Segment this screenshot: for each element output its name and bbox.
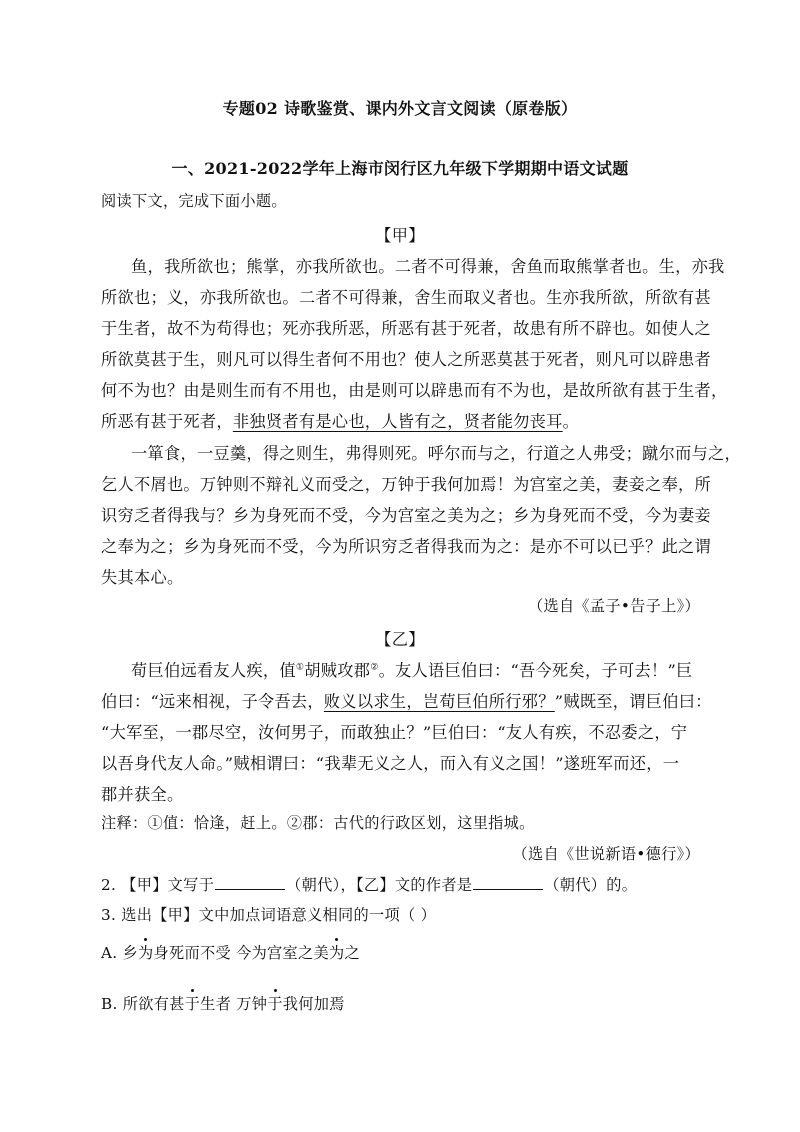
passage-yi-text: 伯曰：“远来相视，子令吾去， — [101, 692, 324, 711]
passage-jia-line: 所欲也；义，亦我所欲也。二者不可得兼，舍生而取义者也。生亦我所欲，所欲有甚 — [101, 288, 712, 307]
passage-yi-text: ”贼既至，谓巨伯曰： — [554, 692, 712, 711]
passage-jia-line: 之奉为之；乡为身死而不受，今为所识穷乏者得我而为之：是亦不可以已乎？此之谓 — [101, 537, 712, 556]
answer-blank[interactable] — [473, 874, 543, 890]
passage-yi-line — [131, 657, 693, 681]
answer-blank[interactable] — [215, 874, 285, 890]
option-text: A. 乡 — [101, 944, 139, 962]
passage-yi-text: 胡贼攻郡 — [304, 661, 371, 680]
passage-yi-line: 郡并获全。 — [101, 785, 184, 804]
option-text: B. 所欲有甚 — [101, 995, 185, 1013]
passage-jia-line: 鱼，我所欲也；熊掌，亦我所欲也。二者不可得兼，舍鱼而取熊掌者也。生，亦我 — [131, 257, 725, 276]
option-text: 生者 万钟 — [200, 995, 268, 1013]
question-text: 2. 【甲】文写于 — [101, 876, 215, 894]
underlined-sentence: 败义以求生，岂荀巨伯所行邪？ — [323, 692, 555, 711]
passage-yi-text: 。友人语巨伯曰：“吾今死矣，子可去！”巨 — [378, 661, 693, 680]
option-a — [101, 942, 360, 963]
question-text: （朝代），【乙】文的作者是 — [286, 876, 473, 894]
instruction-text: 阅读下文，完成下面小题。 — [101, 192, 287, 210]
document-title: 专题02 诗歌鉴赏、课内外文言文阅读（原卷版） — [222, 99, 578, 118]
passage-jia-line: 失其本心。 — [101, 568, 184, 587]
passage-jia-line: 于生者，故不为苟得也；死亦我所恶，所恶有甚于死者，故患有所不辟也。如使人之 — [101, 319, 712, 338]
dotted-word: 于 — [267, 995, 283, 1013]
question-2 — [101, 874, 637, 895]
passage-yi-line: 以吾身代友人命。”贼相谓曰：“我辈无义之人，而入有义之国！”遂班军而还，一 — [101, 754, 680, 773]
passage-jia-text: 。 — [562, 412, 580, 431]
footnotes: 注释：①值：恰逢，赶上。②郡：古代的行政区划，这里指城。 — [101, 814, 535, 832]
footnote-marker: ① — [295, 662, 305, 673]
passage-yi-text: 荀巨伯远看友人疾，值 — [131, 661, 296, 680]
passage-jia-line: 所欲莫甚于生，则凡可以得生者何不用也？使人之所恶莫甚于死者，则凡可以辟患者 — [101, 350, 712, 369]
footnote-marker: ② — [370, 662, 379, 673]
passage-jia-text: 所恶有甚于死者， — [101, 412, 233, 431]
passage-jia-line: 乞人不屑也。万钟则不辩礼义而受之，万钟于我何加焉！为宫室之美，妻妾之奉，所 — [101, 475, 712, 494]
section-heading: 一、2021-2022学年上海市闵行区九年级下学期期中语文试题 — [171, 159, 629, 178]
option-text: 之 — [344, 944, 361, 962]
question-3-stem: 3. 选出【甲】文中加点词语意义相同的一项（ ） — [101, 906, 437, 924]
dotted-word: 于 — [184, 995, 201, 1013]
underlined-sentence: 非独贤者有是心也，人皆有之，贤者能勿丧耳 — [232, 412, 563, 431]
passage-jia-line — [101, 408, 579, 432]
option-text: 我何加焉 — [282, 995, 345, 1013]
passage-jia-source: （选自《孟子•告子上》） — [527, 597, 700, 615]
passage-yi-line — [101, 688, 712, 712]
passage-jia-line: 识穷乏者得我与？乡为身死而不受，今为宫室之美为之；乡为身死而不受，今为妻妾 — [101, 506, 712, 525]
dotted-word: 为 — [138, 944, 154, 962]
passage-jia-line: 一箪食，一豆羹，得之则生，弗得则死。呼尔而与之，行道之人弗受；蹴尔而与之， — [131, 444, 742, 463]
passage-yi-line: “大军至，一郡尽空，汝何男子，而敢独止？”巨伯曰：“友人有疾，不忍委之，宁 — [101, 723, 688, 742]
passage-jia-label: 【甲】 — [375, 226, 425, 245]
passage-yi-label: 【乙】 — [375, 630, 425, 649]
option-text: 身死而不受 今为宫室之美 — [153, 944, 330, 962]
dotted-word: 为 — [329, 944, 345, 962]
passage-yi-source: （选自《世说新语•德行》） — [512, 845, 700, 863]
question-text: （朝代）的。 — [544, 876, 638, 894]
passage-jia-line: 何不为也？由是则生而有不用也，由是则可以辟患而有不为也，是故所欲有甚于生者， — [101, 381, 728, 400]
option-b — [101, 993, 345, 1014]
